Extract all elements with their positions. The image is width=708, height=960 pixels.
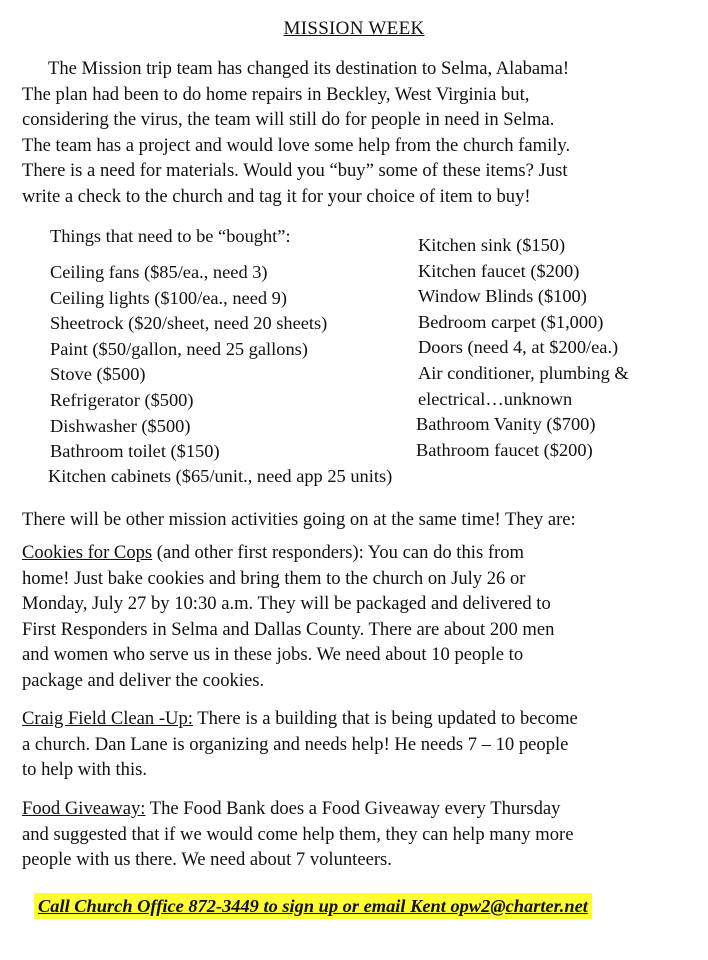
items-list-left xyxy=(50,260,327,465)
section-text: The Food Bank does a Food Giveaway every Thursday xyxy=(145,798,561,819)
items-list-right xyxy=(418,233,629,463)
signup-callout: Call Church Office 872-3449 to sign up or email Kent opw2@charter.net xyxy=(34,893,592,919)
list-item: Air conditioner, plumbing & xyxy=(418,362,629,383)
list-item: Ceiling lights ($100/ea., need 9) xyxy=(50,287,287,308)
list-item: Dishwasher ($500) xyxy=(50,415,191,436)
craig-field-section xyxy=(22,706,692,783)
items-bottom-line: Kitchen cabinets ($65/unit., need app 25 units) xyxy=(48,466,393,486)
section-text: home! Just bake cookies and bring them to the church on July 26 or xyxy=(22,567,526,589)
list-item: Bathroom Vanity ($700) xyxy=(416,414,596,435)
list-item: Stove ($500) xyxy=(50,364,146,385)
list-item: Bathroom toilet ($150) xyxy=(50,441,220,462)
items-heading: Things that need to be “bought”: xyxy=(50,226,291,246)
section-text: (and other first responders): You can do this from xyxy=(152,542,524,563)
list-item: Kitchen sink ($150) xyxy=(418,235,566,255)
intro-paragraph xyxy=(22,56,692,210)
list-item: Bathroom faucet ($200) xyxy=(416,439,593,460)
list-item: electrical…unknown xyxy=(418,388,573,409)
list-item: Sheetrock ($20/sheet, need 20 sheets) xyxy=(50,313,328,334)
other-activities-intro: There will be other mission activities going on at the same time! They are: xyxy=(22,509,576,530)
intro-line: The Mission trip team has changed its destination to Selma, Alabama! xyxy=(48,58,570,79)
page-title: MISSION WEEK xyxy=(283,18,425,39)
cookies-for-cops-heading: Cookies for Cops xyxy=(22,542,153,563)
cookies-for-cops-section xyxy=(22,540,692,694)
section-text: package and deliver the cookies. xyxy=(22,669,265,691)
food-giveaway-heading: Food Giveaway: xyxy=(22,798,146,819)
list-item: Window Blinds ($100) xyxy=(418,286,587,307)
list-item: Kitchen faucet ($200) xyxy=(418,260,580,281)
intro-line: The plan had been to do home repairs in Beckley, West Virginia but, xyxy=(22,83,530,105)
craig-field-heading: Craig Field Clean -Up: xyxy=(22,708,193,729)
section-text: and women who serve us in these jobs. We need about 10 people to xyxy=(22,644,524,666)
list-item: Ceiling fans ($85/ea., need 3) xyxy=(50,262,268,282)
section-text: to help with this. xyxy=(22,759,147,781)
section-text: First Responders in Selma and Dallas County. There are about 200 men xyxy=(22,618,555,640)
food-giveaway-section xyxy=(22,796,692,873)
intro-line: write a check to the church and tag it for your choice of item to buy! xyxy=(22,185,531,207)
list-item: Bedroom carpet ($1,000) xyxy=(418,311,604,332)
list-item: Doors (need 4, at $200/ea.) xyxy=(418,337,619,358)
section-text: Monday, July 27 by 10:30 a.m. They will be packaged and delivered to xyxy=(22,593,551,615)
section-text: There is a building that is being updated to become xyxy=(192,708,578,729)
section-text: people with us there. We need about 7 volunteers. xyxy=(22,849,392,871)
list-item: Refrigerator ($500) xyxy=(50,389,194,410)
intro-line: considering the virus, the team will still do for people in need in Selma. xyxy=(22,109,555,131)
section-text: and suggested that if we would come help them, they can help many more xyxy=(22,823,574,845)
intro-line: The team has a project and would love some help from the church family. xyxy=(22,134,571,156)
intro-line: There is a need for materials. Would you “buy” some of these items? Just xyxy=(22,160,568,182)
section-text: a church. Dan Lane is organizing and needs help! He needs 7 – 10 people xyxy=(22,733,569,755)
list-item: Paint ($50/gallon, need 25 gallons) xyxy=(50,338,308,359)
